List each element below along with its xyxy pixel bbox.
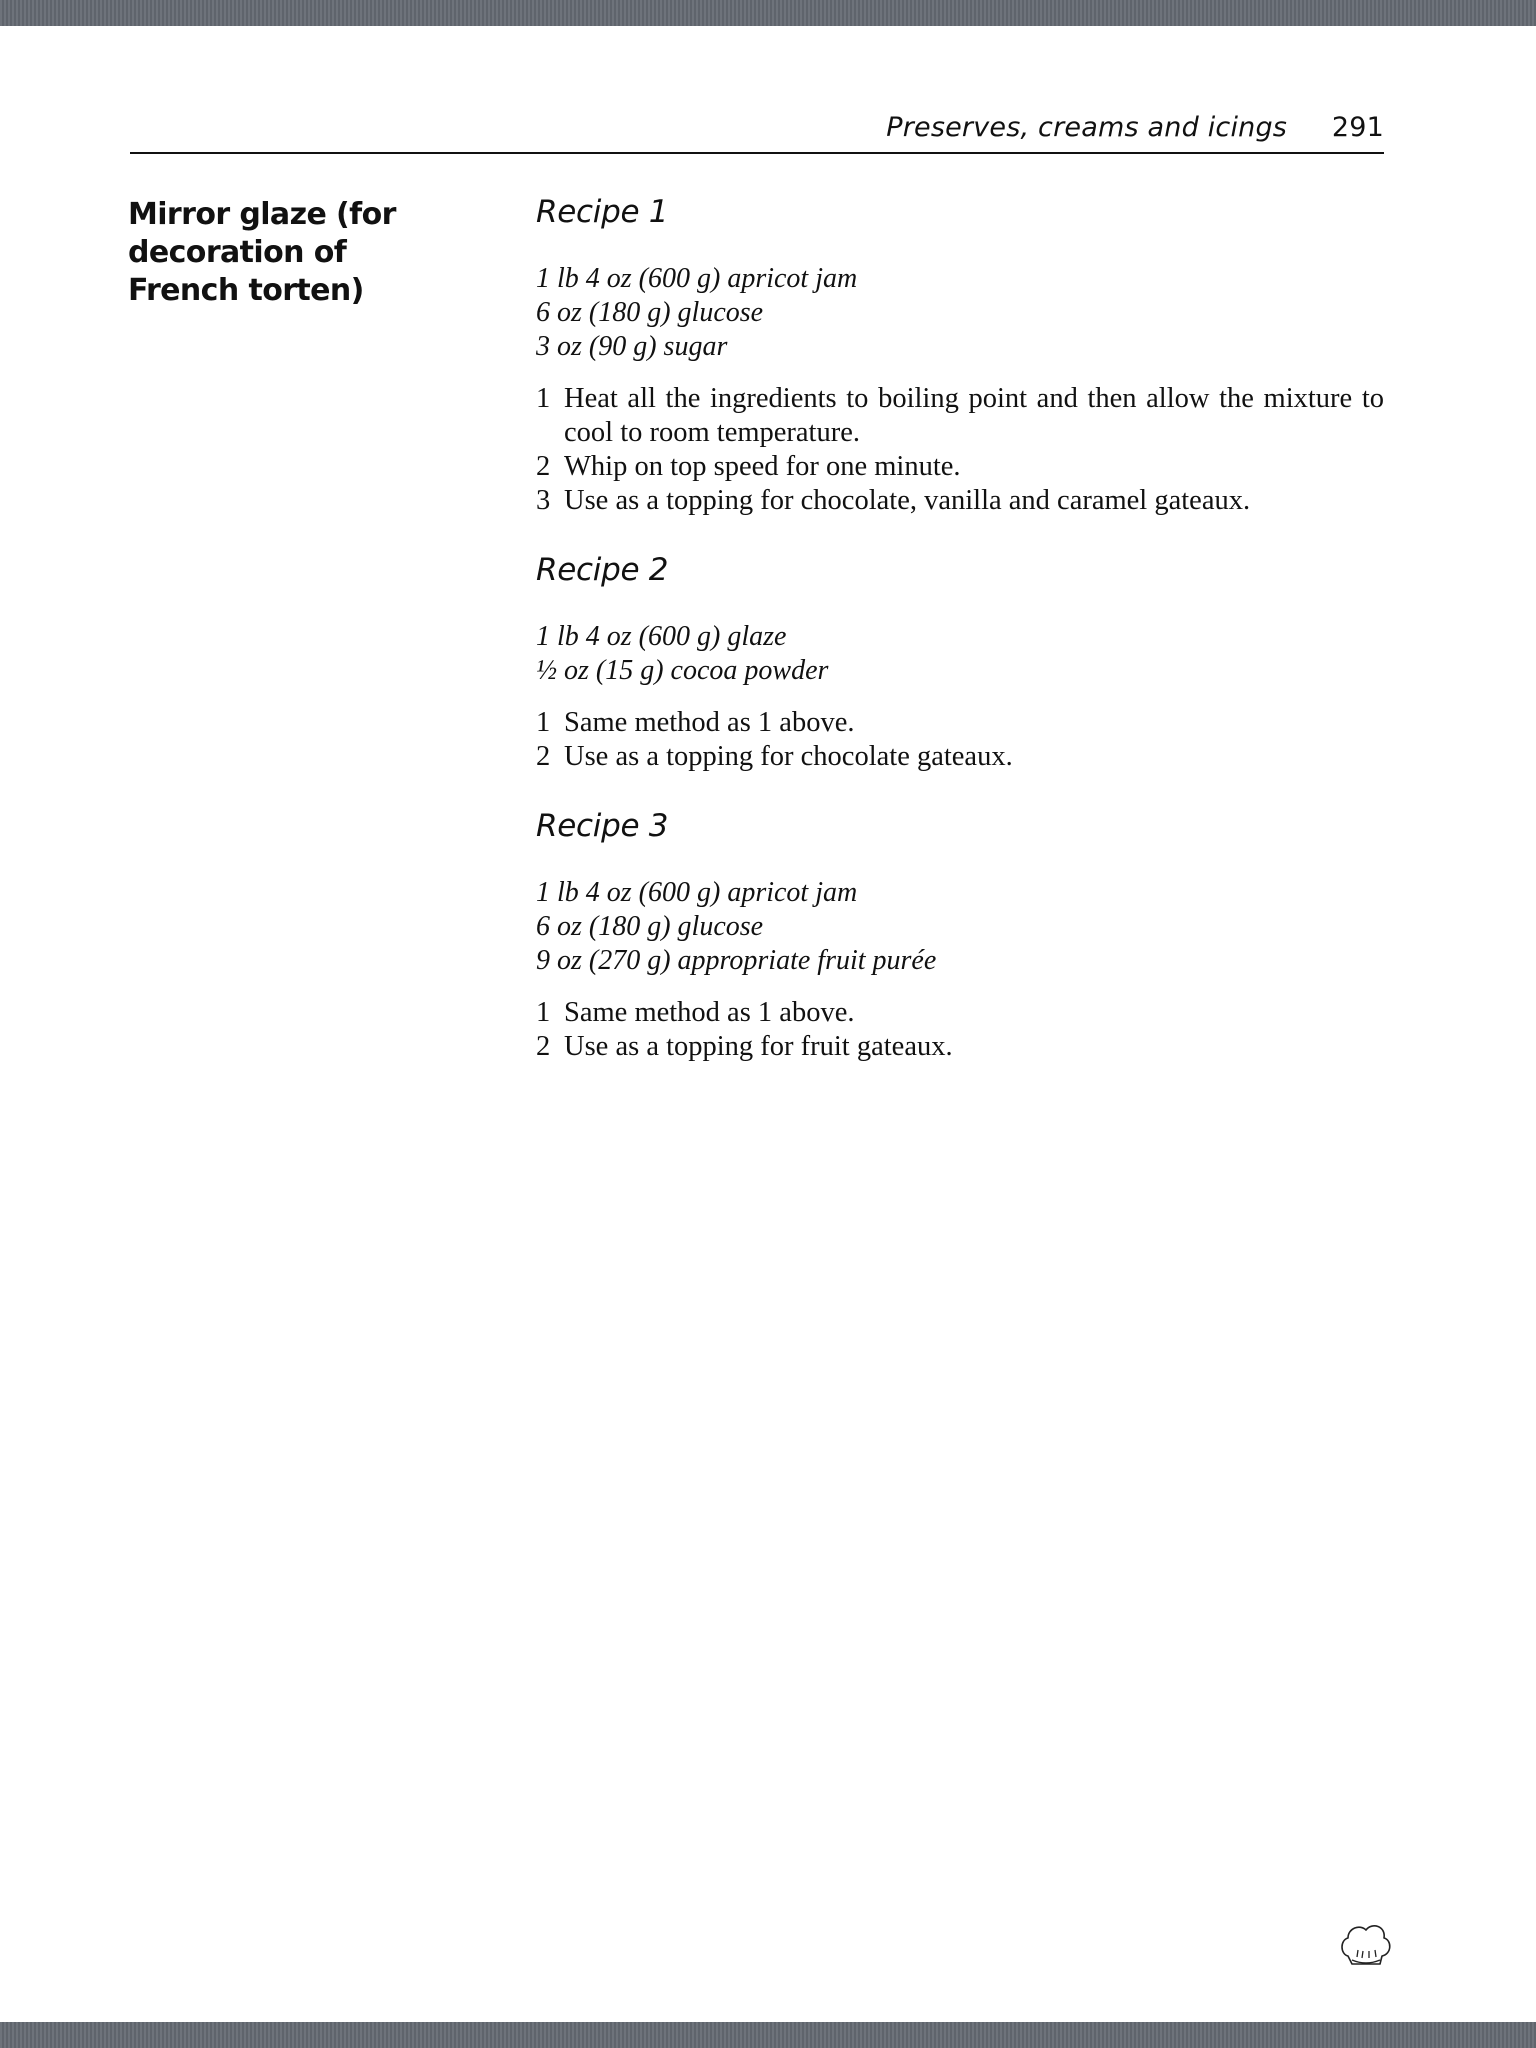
chef-hat-icon[interactable] [1338, 1920, 1392, 1972]
method-steps [536, 706, 1384, 774]
step-text: Same method as 1 above. [564, 997, 855, 1028]
header-rule [130, 152, 1384, 154]
step-number: 3 [536, 485, 551, 516]
step-number: 1 [536, 997, 551, 1028]
step-text: Use as a topping for fruit gateaux. [564, 1031, 953, 1062]
ingredient-item: 6 oz (180 g) glucose [536, 911, 764, 942]
ingredient-list [536, 876, 1384, 978]
ingredient-item: 1 lb 4 oz (600 g) apricot jam [536, 263, 858, 294]
top-frame-bar [0, 0, 1536, 26]
step-text: Use as a topping for chocolate, vanilla and caramel gateaux. [564, 485, 1251, 516]
method-step [536, 740, 1384, 774]
method-step [536, 1030, 1384, 1064]
method-step [536, 382, 1384, 450]
step-text: Same method as 1 above. [564, 707, 855, 738]
method-steps [536, 996, 1384, 1064]
bottom-frame-bar [0, 2022, 1536, 2048]
step-number: 1 [536, 383, 551, 414]
step-number: 2 [536, 451, 551, 482]
step-number: 2 [536, 741, 551, 772]
recipe-2 [536, 550, 1384, 774]
step-number: 2 [536, 1031, 551, 1062]
ingredient-item: 6 oz (180 g) glucose [536, 297, 764, 328]
method-step [536, 484, 1384, 518]
recipe-1 [536, 192, 1384, 518]
ingredient-item: 1 lb 4 oz (600 g) glaze [536, 621, 787, 652]
ingredient-item: 3 oz (90 g) sugar [536, 331, 728, 362]
side-heading: Mirror glaze (for decoration of French torten) [128, 197, 396, 308]
step-text: Use as a topping for chocolate gateaux. [564, 741, 1013, 772]
recipe-title: Recipe 1 [536, 194, 669, 230]
recipe-3 [536, 806, 1384, 1064]
step-text: Whip on top speed for one minute. [564, 451, 961, 482]
method-steps [536, 382, 1384, 518]
ingredient-list [536, 262, 1384, 364]
page-number: 291 [1331, 112, 1384, 143]
step-number: 1 [536, 707, 551, 738]
recipe-title: Recipe 3 [536, 808, 669, 844]
running-head [886, 112, 1384, 143]
ingredient-item: 1 lb 4 oz (600 g) apricot jam [536, 877, 858, 908]
recipes-column [536, 192, 1384, 1096]
method-step [536, 706, 1384, 740]
method-step [536, 450, 1384, 484]
ingredient-list [536, 620, 1384, 688]
ingredient-item: 9 oz (270 g) appropriate fruit purée [536, 945, 937, 976]
section-title: Preserves, creams and icings [886, 112, 1288, 143]
recipe-title: Recipe 2 [536, 552, 669, 588]
step-text: Heat all the ingredients to boiling point and then allow the mixture to cool to room temperature. [564, 383, 1384, 448]
method-step [536, 996, 1384, 1030]
ingredient-item: ½ oz (15 g) cocoa powder [536, 655, 829, 686]
